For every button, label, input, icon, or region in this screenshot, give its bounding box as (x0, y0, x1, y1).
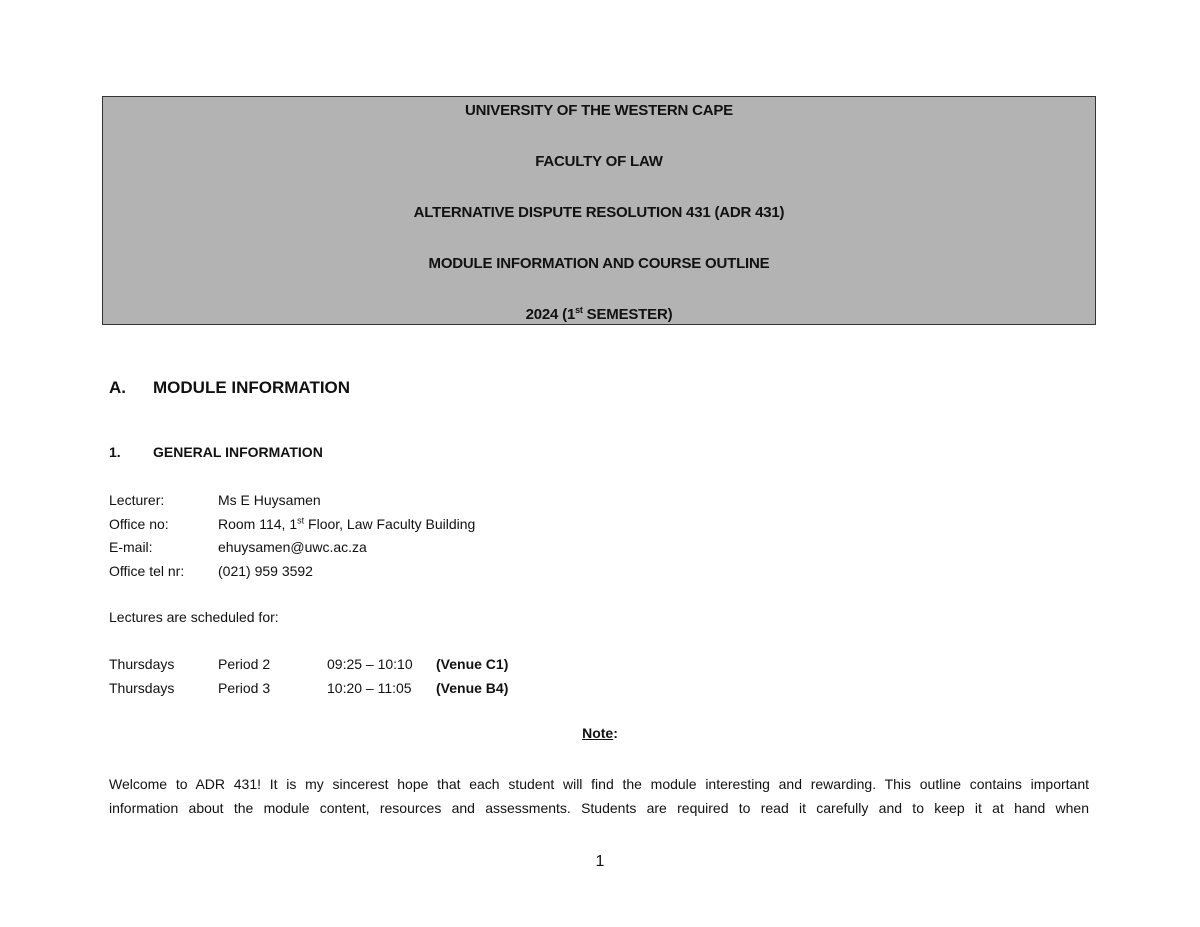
semester-line (103, 306, 1095, 323)
university-name: UNIVERSITY OF THE WESTERN CAPE (465, 102, 733, 119)
welcome-line: information about the module content, resources and assessments. Students are required to read it carefully and to keep it at hand when (109, 800, 1089, 816)
welcome-line: Welcome to ADR 431! It is my sincerest hope that each student will find the module interesting and rewarding. This outline contains important (109, 776, 1089, 792)
lecturer-row (109, 492, 321, 508)
tel-row (109, 563, 313, 579)
office-superscript: st (297, 515, 305, 526)
faculty-name: FACULTY OF LAW (535, 153, 663, 170)
note-heading (0, 725, 1200, 741)
semester-prefix: 2024 (1 (525, 306, 576, 323)
lectures-intro: Lectures are scheduled for: (109, 609, 279, 625)
section-title: MODULE INFORMATION (153, 378, 351, 397)
office-row (109, 516, 475, 532)
schedule-day: Thursdays (109, 680, 175, 696)
schedule-venue: (Venue B4) (436, 680, 509, 696)
section-heading-a (109, 378, 350, 398)
subsection-title: GENERAL INFORMATION (153, 444, 323, 460)
schedule-day: Thursdays (109, 656, 175, 672)
schedule-time: 09:25 – 10:10 (327, 656, 413, 672)
schedule-period: Period 3 (218, 680, 271, 696)
schedule-period: Period 2 (218, 656, 271, 672)
semester-superscript: st (575, 305, 583, 315)
schedule-venue: (Venue C1) (436, 656, 509, 672)
lecturer-label: Lecturer: (109, 492, 165, 508)
semester-suffix: SEMESTER) (582, 306, 673, 323)
section-number: A. (109, 378, 126, 397)
page-number: 1 (595, 853, 605, 870)
schedule-time: 10:20 – 11:05 (327, 680, 412, 696)
tel-label: Office tel nr: (109, 563, 185, 579)
email-value[interactable]: ehuysamen@uwc.ac.za (218, 539, 367, 555)
subsection-heading-general (109, 444, 323, 460)
office-prefix: Room 114, 1 (218, 516, 298, 532)
office-label: Office no: (109, 516, 169, 532)
subsection-number: 1. (109, 444, 121, 460)
note-label: Note (582, 725, 614, 741)
email-row (109, 539, 367, 555)
outline-title: MODULE INFORMATION AND COURSE OUTLINE (428, 255, 770, 272)
lecturer-value: Ms E Huysamen (218, 492, 321, 508)
note-colon: : (613, 725, 618, 741)
office-suffix: Floor, Law Faculty Building (304, 516, 476, 532)
welcome-paragraph (109, 772, 1089, 820)
tel-value: (021) 959 3592 (218, 563, 313, 579)
email-label: E-mail: (109, 539, 153, 555)
module-name: ALTERNATIVE DISPUTE RESOLUTION 431 (ADR 431) (413, 204, 785, 221)
title-box (102, 96, 1096, 325)
